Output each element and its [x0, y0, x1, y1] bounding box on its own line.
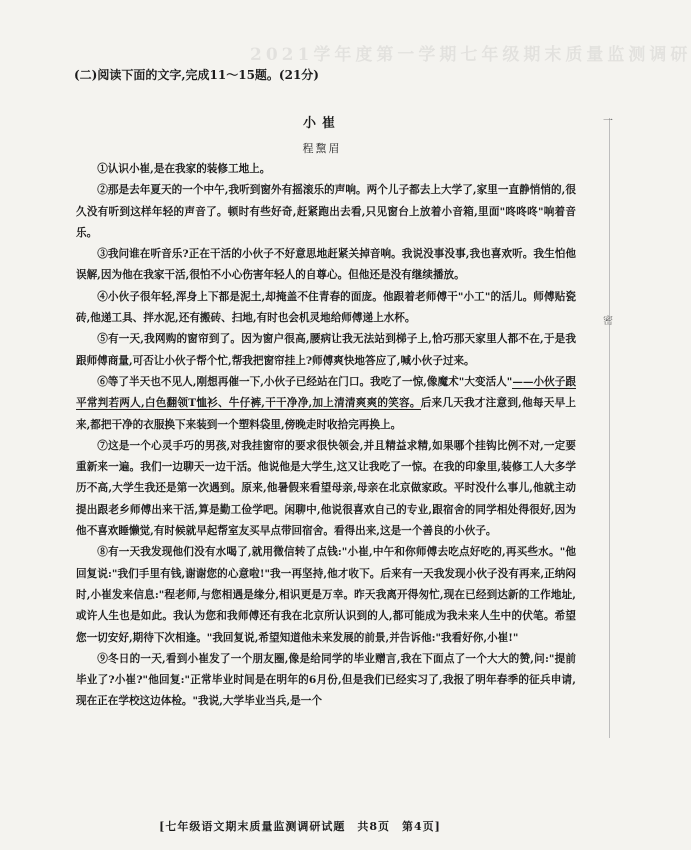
paragraph-6-lead: ⑥等了半天也不见人,刚想再催一下,小伙子已经站在门口。我吃了一惊,像魔术"大变活人" [97, 375, 513, 388]
paragraph-1: ①认识小崔,是在我家的装修工地上。 [97, 163, 271, 175]
article-body [76, 159, 576, 713]
paragraph-8: ⑧有一天我发现他们没有水喝了,就用微信转了点钱:"小崔,中午和你师傅去吃点好吃的,再买些水。"他回复说:"我们手里有钱,谢谢您的心意啦!"我一再坚持,他才收下。后来有一天我发现小伙子没有再来,正纳闷时,小崔发来信息:"程老师,与您相遇是缘分,相识更是万幸。昨天我离开得匆忙,现在已经到达新的工作地址,或许人生也是如此。我认为您和我师傅还有我在北京所认识到的人,都可能成为我未来人生中的伏笔。希望您一切安好,期待下次相逢。"我回复说,希望知道他未来发展的前景,并告诉他:"我看好你,小崔!" [76, 546, 576, 644]
paragraph-4: ④小伙子很年轻,浑身上下都是泥土,却掩盖不住青春的面庞。他跟着老师傅干"小工"的活儿。师傅贴瓷砖,他递工具、拌水泥,还有搬砖、扫地,有时也会机灵地给师傅递上水杯。 [76, 290, 576, 325]
exam-page [62, 58, 582, 838]
article-title: 小崔 [302, 116, 341, 131]
paragraph-9: ⑨冬日的一天,看到小崔发了一个朋友圈,像是给同学的毕业赠言,我在下面点了一个大大的赞,问:"提前毕业了?小崔?"他回复:"正常毕业时间是在明年的6月份,但是我们已经实习了,我报了明年春季的征兵申请,现在正在学校这边体检。"我说,大学毕业当兵,是一个 [76, 652, 576, 708]
paragraph-2: ②那是去年夏天的一个中午,我听到窗外有摇滚乐的声响。两个儿子都去上大学了,家里一直静悄悄的,很久没有听到这样年轻的声音了。顿时有些好奇,赶紧跑出去看,只见窗台上放着小音箱,里面"咚咚咚"响着音乐。 [76, 184, 576, 239]
paragraph-6 [76, 372, 576, 436]
binding-line [609, 118, 610, 738]
paragraph-7: ⑦这是一个心灵手巧的男孩,对我挂窗帘的要求很快领会,并且精益求精,如果哪个挂钩比例不对,一定要重新来一遍。我们一边聊天一边干活。他说他是大学生,这又让我吃了一惊。在我的印象里,装修工人大多学历不高,大学生我还是第一次遇到。原来,他暑假来看望母亲,母亲在北京做家政。平时没什么事儿,他就主动提出跟老乡师傅出来干活,算是勤工俭学吧。闲聊中,他说很喜欢自己的专业,跟宿舍的同学相处得很好,因为他不喜欢睡懒觉,有时候就早起帮室友买早点带回宿舍。看得出来,这是一个善良的小伙子。 [76, 439, 576, 538]
page-footer: [七年级语文期末质量监测调研试题 共8页 第4页] [159, 820, 441, 833]
edge-mark-top: 一 [603, 116, 613, 127]
article-author: 程黧眉 [302, 142, 342, 155]
section-title: (二)阅读下面的文字,完成11～15题。(21分) [74, 68, 319, 82]
edge-mark-seal: 密 [603, 316, 613, 327]
paragraph-6-tail: 后来几天我才注意到,他每天早上来,都把干净的衣服换下来装到一个塑料袋里,傍晚走时收拾完再换上。 [76, 397, 576, 431]
bleed-through-text: 2021学年度第一学期七年级期末质量监测调研 [250, 45, 691, 65]
paragraph-3: ③我问谁在听音乐?正在干活的小伙子不好意思地赶紧关掉音响。我说没事没事,我也喜欢听。我生怕他误解,因为他在我家干活,很怕不小心伤害年轻人的自尊心。但他还是没有继续播放。 [76, 248, 576, 282]
underlined-sentence: ——小伙子跟平常判若两人,白色翻领T恤衫、牛仔裤,干干净净,加上清清爽爽的笑容。 [76, 375, 576, 410]
paragraph-5: ⑤有一天,我网购的窗帘到了。因为窗户很高,腰病让我无法站到梯子上,恰巧那天家里人都不在,于是我跟师傅商量,可否让小伙子帮个忙,帮我把窗帘挂上?师傅爽快地答应了,喊小伙子过来。 [76, 333, 576, 367]
